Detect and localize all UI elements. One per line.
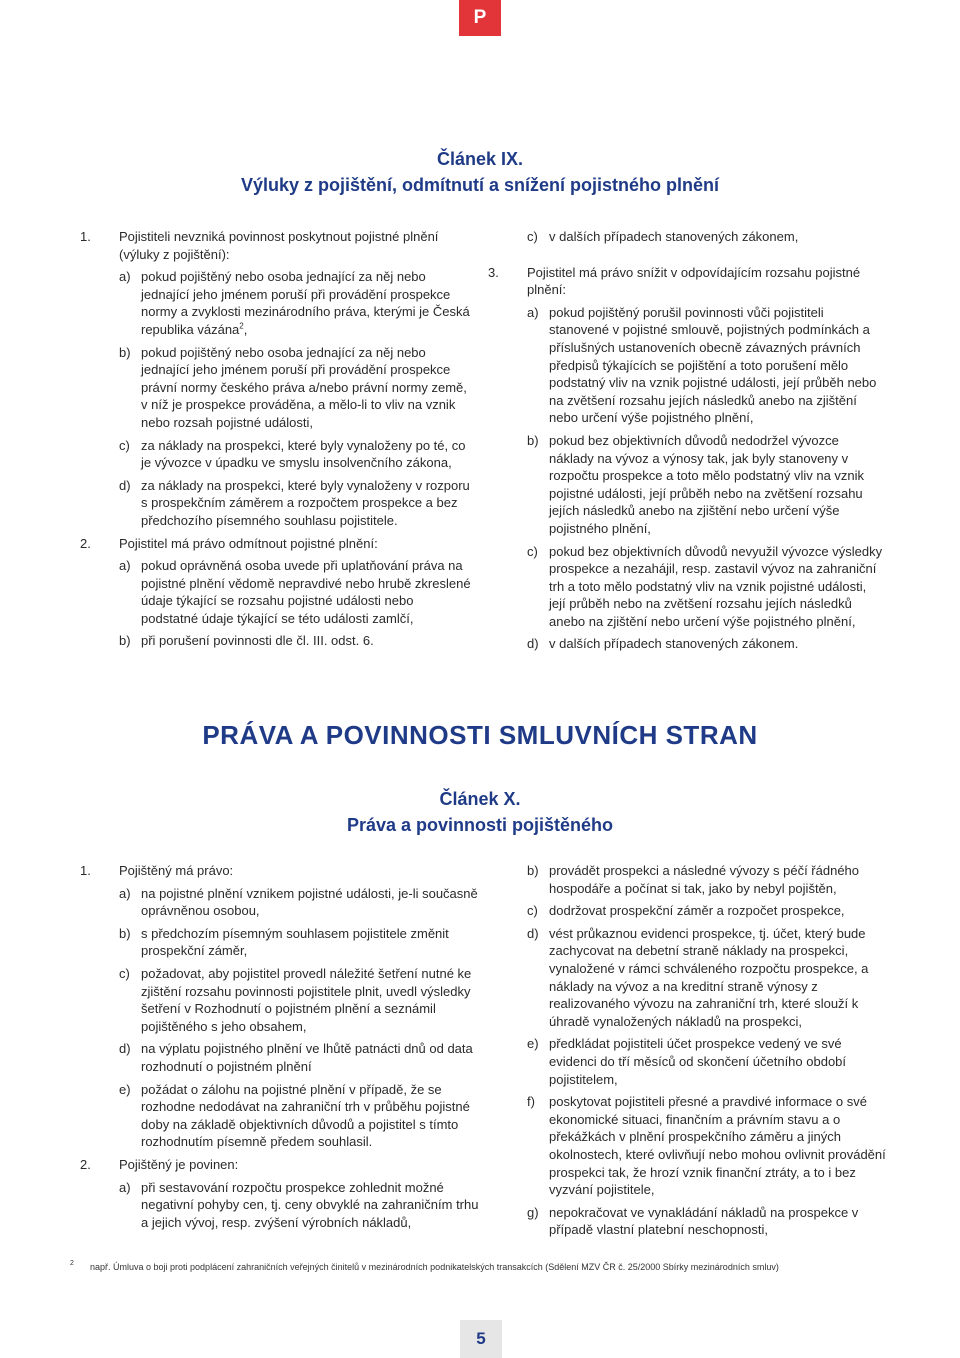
item-text: pokud pojištěný nebo osoba jednající za něj nebo jednající jeho jménem poruší při provádění prospekce právní normy českého práva a/nebo právní normy země, v níž je prospekce prováděna, a mělo-li to vliv na vznik nebo rozsah pojistné události,	[141, 344, 467, 430]
item-label: c)	[119, 437, 130, 453]
list-item	[119, 965, 480, 1035]
item-text: s předchozím písemným souhlasem pojistitele změnit prospekční záměr,	[141, 925, 449, 959]
list-item	[527, 432, 884, 538]
item-text: předkládat pojistiteli účet prospekce vedený ve své evidenci do tří měsíců od skončení účetního období pojistitelem,	[549, 1036, 847, 1087]
article-x-title: Práva a povinnosti pojištěného	[346, 815, 614, 835]
item-label: a)	[119, 558, 131, 574]
paragraph-number: 2.	[80, 535, 91, 551]
item-text: na výplatu pojistného plnění ve lhůtě patnácti dnů od data rozhodnutí o pojistném plnění	[141, 1041, 473, 1074]
article-x-number: Článek X.	[439, 789, 521, 809]
item-label: b)	[119, 344, 131, 360]
list-item	[119, 557, 472, 627]
item-text: v dalších případech stanovených zákonem.	[549, 636, 799, 652]
item-text: za náklady na prospekci, které byly vynaloženy po té, co je vývozce v úpadku ve smyslu insolvenčního zákona,	[141, 437, 466, 471]
footnote-ref: 2	[239, 321, 244, 331]
item-label: a)	[119, 269, 131, 285]
list-item	[527, 1093, 887, 1199]
item-label: c)	[119, 965, 130, 981]
paragraph-text: Pojistiteli nevzniká povinnost poskytnout pojistné plnění (výluky z pojištění):	[119, 229, 439, 262]
list-item	[527, 304, 884, 427]
paragraph	[80, 862, 480, 1151]
article-ix-heading	[0, 146, 960, 198]
item-label: f)	[527, 1094, 535, 1110]
article-ix-title: Výluky z pojištění, odmítnutí a snížení pojistného plnění	[240, 175, 720, 195]
paragraph-number: 1.	[80, 229, 91, 244]
item-text: požadovat, aby pojistitel provedl náležité šetření nutné ke zjištění rozsahu povinnosti pojistitele plnit, uvedl výsledky šetření v Rozhodnutí o pojistném plnění a seznámil pojištěného s jeho obsahem,	[141, 965, 472, 1034]
list-item	[119, 344, 472, 432]
paragraph-text: Pojištěný má právo:	[119, 863, 234, 878]
item-label: b)	[119, 633, 131, 649]
footnote	[70, 1262, 910, 1272]
article-ix-right-column	[488, 228, 884, 653]
item-label: d)	[119, 1041, 131, 1057]
paragraph-text: Pojistitel má právo odmítnout pojistné plnění:	[119, 535, 378, 551]
item-label: c)	[527, 543, 538, 559]
item-text: vést průkaznou evidenci prospekce, tj. účet, který bude zachycovat na debetní straně náklady na prospekci, vynaložené v rámci schváleného rozpočtu prospekce, a náklady na vývoz a na kreditní straně výnosy z realizovaného vývozu na zahraniční trh, které slouží k úhradě vynaložených nákladů na prospekci,	[549, 925, 869, 1029]
item-text: pokud oprávněná osoba uvede při uplatňování práva na pojistné plnění vědomě nepravdivé nebo hrubě zkreslené údaje týkající se rozsahu pojistné události nebo podstatné údaje týkající se této události zamlčí,	[141, 558, 471, 626]
page-number: 5	[460, 1320, 502, 1358]
item-text: při porušení povinnosti dle čl. III. odst. 6.	[141, 633, 374, 649]
list-item	[119, 1081, 480, 1151]
paragraph	[80, 228, 472, 530]
article-x-heading	[0, 786, 960, 838]
item-text: pokud bez objektivních důvodů nevyužil vývozce výsledky prospekce a nezahájil, resp. zastavil vývoz na zahraniční trh a toto mělo podstatný vliv na vznik pojistné události, její průběh nebo na zvětšení rozsahu jejích následků anebo na zjištění nebo určení výše pojistného plnění,	[549, 543, 883, 629]
section-title: PRÁVA A POVINNOSTI SMLUVNÍCH STRAN	[202, 720, 758, 750]
list-item	[119, 477, 472, 530]
item-text: pokud pojištěný nebo osoba jednající za něj nebo jednající jeho jménem poruší při provádění prospekce normy a zvyklosti mezinárodního práva, kterými je Česká republika vázána	[141, 269, 470, 337]
paragraph-number: 2.	[80, 1156, 91, 1172]
section-tab	[459, 0, 501, 36]
list-item	[527, 925, 887, 1031]
item-label: d)	[119, 477, 131, 493]
item-label: c)	[527, 229, 538, 244]
paragraph-text: Pojištěný je povinen:	[119, 1156, 239, 1172]
list-item	[119, 885, 480, 920]
list-item	[527, 635, 884, 653]
item-text: dodržovat prospekční záměr a rozpočet prospekce,	[549, 903, 845, 919]
item-label: d)	[527, 636, 539, 652]
item-label: g)	[527, 1204, 539, 1220]
item-label: a)	[119, 885, 131, 901]
item-label: c)	[527, 903, 538, 919]
item-label: a)	[119, 1179, 131, 1195]
list-item	[119, 437, 472, 472]
item-text: provádět prospekci a následné vývozy s péčí řádného hospodáře a počínat si tak, jako by nebyl pojištěn,	[549, 863, 860, 896]
list-item	[527, 543, 884, 631]
article-ix-number: Článek IX.	[436, 149, 524, 169]
list-item	[527, 862, 887, 897]
list-item	[119, 268, 472, 338]
list-item	[119, 1040, 480, 1075]
item-text: za náklady na prospekci, které byly vynaloženy v rozporu s prospekčním záměrem a rozpočtem prospekce a bez předchozího písemného souhlasu pojistitele.	[141, 477, 470, 528]
item-text: požádat o zálohu na pojistné plnění v případě, že se rozhodne nedodávat na zahraniční trh v průběhu pojistné doby na základě objektivních důvodů a pojistitel s tímto rozhodnutím písemně předem souhlasil.	[141, 1081, 470, 1150]
list-item	[527, 1204, 887, 1239]
item-text: poskytovat pojistiteli přesné a pravdivé informace o své ekonomické situaci, finančním a právním stavu a o překážkách v plnění prospekčního záměru a jiných okolnostech, které ovlivňují nebo mohou ovlivnit provádění prospekci tak, že hrozí vznik finanční ztráty, a to i bez vyzvání pojistitele,	[549, 1094, 886, 1198]
footnote-mark: 2	[70, 1260, 74, 1267]
item-label: b)	[527, 432, 539, 448]
list-item	[527, 228, 884, 246]
list-item	[527, 902, 887, 920]
list-item	[527, 1035, 887, 1088]
paragraph-number: 1.	[80, 863, 91, 878]
item-text: při sestavování rozpočtu prospekce zohlednit možné negativní pohyby cen, tj. ceny obvyklé na zahraničním trhu a jejich vývoj, resp. zvýšení výrobních nákladů,	[141, 1179, 479, 1230]
item-text: v dalších případech stanovených zákonem,	[549, 229, 799, 244]
section-tab-letter: P	[473, 7, 487, 28]
article-x-right-column	[527, 862, 887, 1239]
list-item	[119, 632, 472, 650]
article-x-left-column	[80, 862, 480, 1231]
item-text: na pojistné plnění vznikem pojistné události, je-li současně oprávněnou osobou,	[141, 885, 478, 919]
paragraph	[488, 264, 884, 653]
item-text-end: ,	[243, 321, 248, 337]
item-label: a)	[527, 304, 539, 320]
item-label: e)	[119, 1081, 131, 1097]
item-label: b)	[119, 925, 131, 941]
list-item	[119, 1179, 480, 1232]
footnote-text: např. Úmluva o boji proti podplácení zahraničních veřejných činitelů v mezinárodních podnikatelských transakcích (Sdělení MZV ČR č. 25/2000 Sbírky mezinárodních smluv)	[90, 1262, 779, 1272]
paragraph-text: Pojistitel má právo snížit v odpovídajícím rozsahu pojistné plnění:	[527, 264, 861, 298]
article-ix-left-column	[80, 228, 472, 650]
item-label: b)	[527, 863, 539, 878]
item-text: pokud pojištěný porušil povinnosti vůči pojistiteli stanovené v pojistné smlouvě, pojistných podmínkách a příslušných ustanoveních obecně závazných právních předpisů týkajících se pojištění a toto porušení mělo podstatný vliv na vznik pojistné události, její průběh nebo na zvětšení rozsahu jejích následků anebo na zjištění nebo určení výše pojistného plnění,	[549, 304, 877, 426]
paragraph	[80, 1156, 480, 1231]
list-item	[119, 925, 480, 960]
item-label: d)	[527, 925, 539, 941]
paragraph-number: 3.	[488, 264, 499, 280]
item-text: nepokračovat ve vynakládání nákladů na prospekce v případě vlastní platební neschopnosti,	[549, 1204, 859, 1238]
paragraph	[80, 535, 472, 651]
item-label: e)	[527, 1036, 539, 1052]
item-text: pokud bez objektivních důvodů nedodržel vývozce náklady na vývoz a výnosy tak, jak byly stanoveny v rozpočtu prospekce a toto mělo podstatný vliv na vznik pojistné události, její průběh nebo na zvětšení rozsahu jejích následků anebo na zjištění nebo určení výše pojistného plnění,	[549, 432, 865, 536]
